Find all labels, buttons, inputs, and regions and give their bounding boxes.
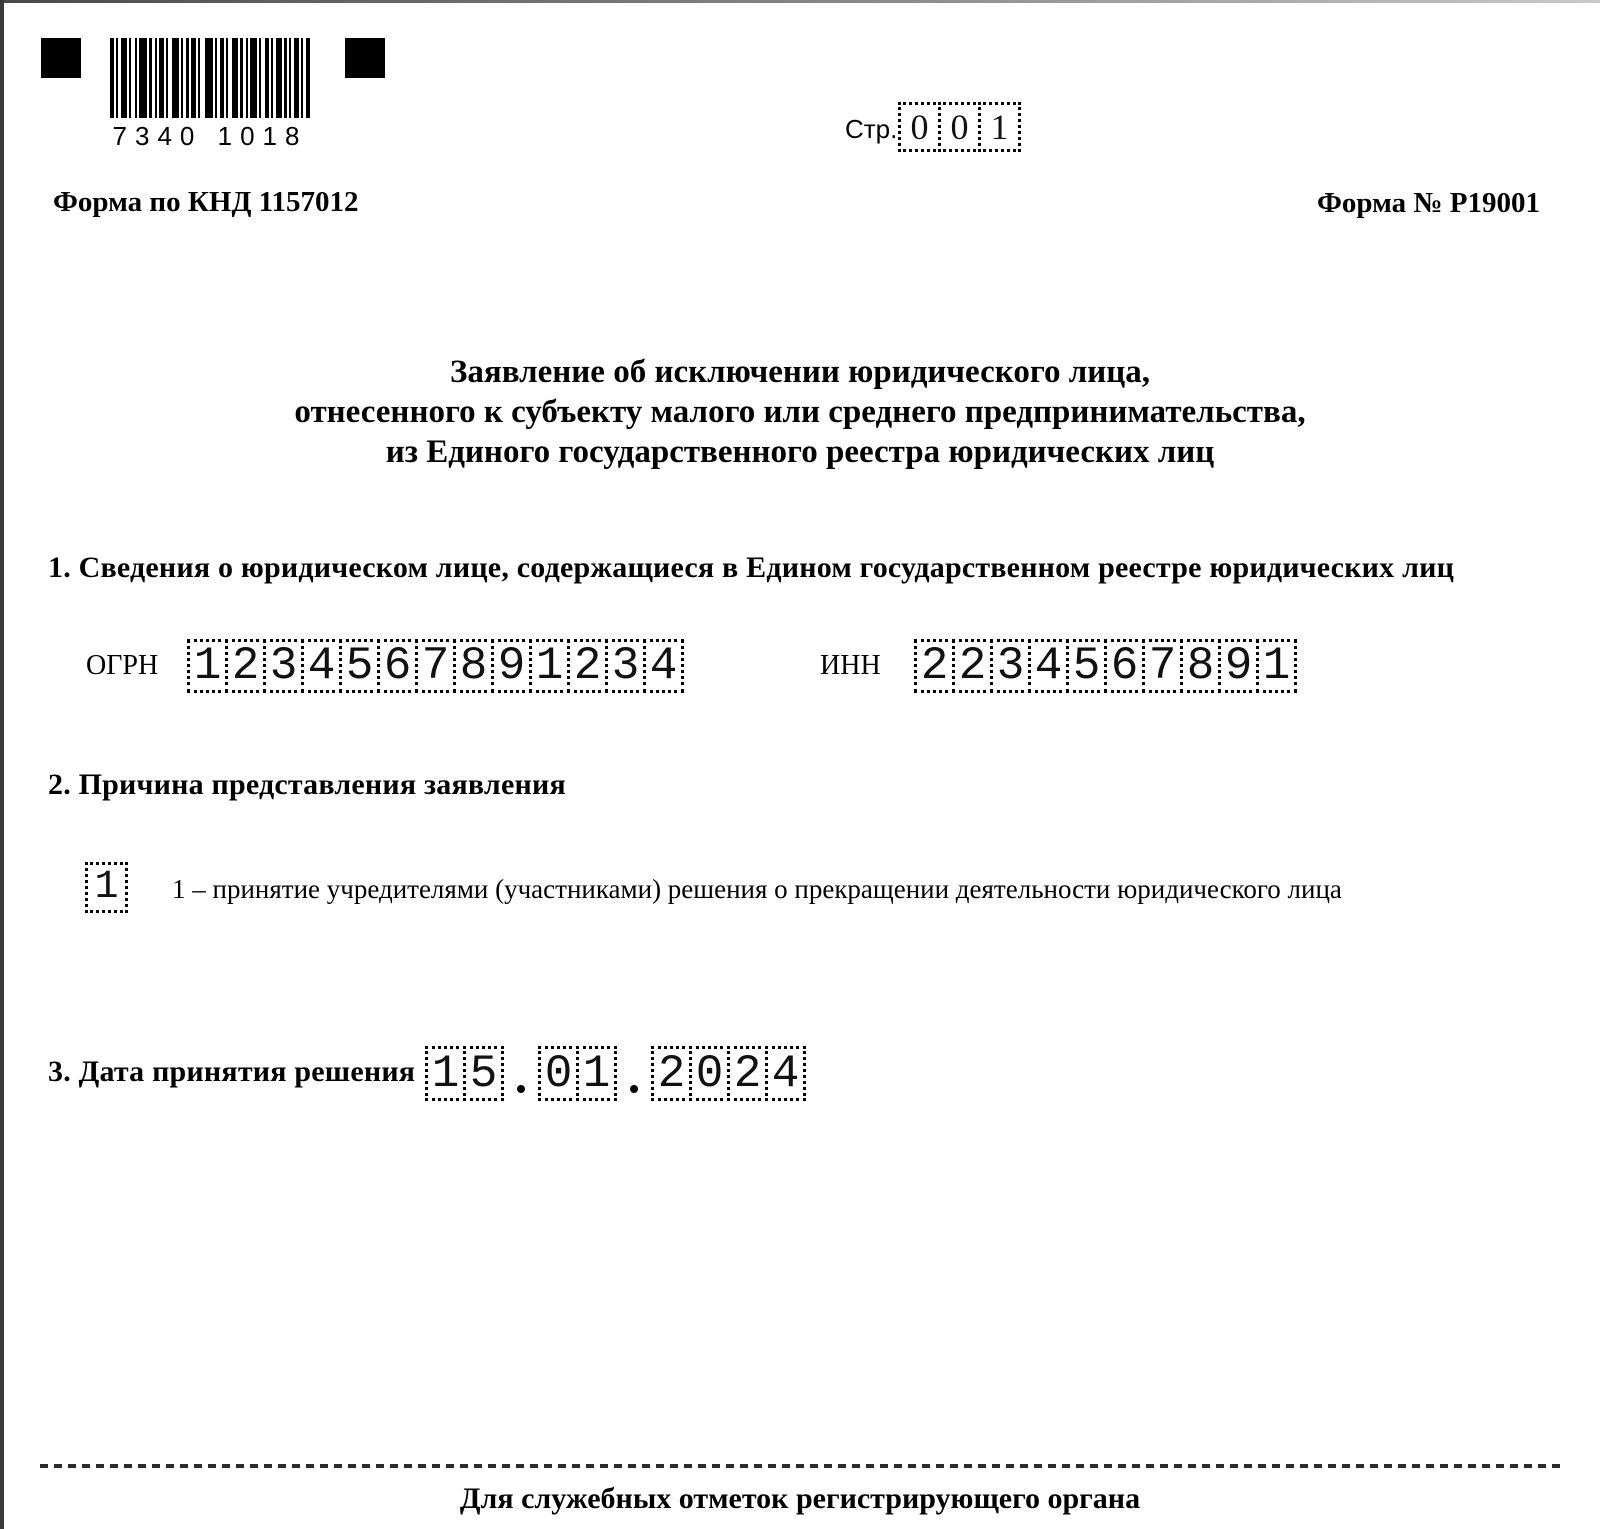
digit-cell: 0 [538, 1046, 579, 1101]
form-title-line1: Заявление об исключении юридического лица, [449, 354, 1151, 390]
barcode [110, 38, 310, 118]
digit-cell: 1 [978, 102, 1021, 152]
section2-heading: 2. Причина представления заявления [48, 768, 566, 801]
digit-cell: 8 [453, 639, 494, 693]
digit-cell: 5 [1066, 639, 1107, 693]
page-number-field[interactable] [898, 102, 1021, 152]
digit-cell: 7 [1142, 639, 1183, 693]
digit-cell: 2 [225, 639, 266, 693]
inn-label: ИНН [820, 650, 881, 681]
digit-cell: 3 [605, 639, 646, 693]
page-number-label: Стр. [845, 114, 898, 144]
digit-cell: 2 [727, 1046, 768, 1101]
service-marks-label: Для служебных отметок регистрирующего органа [459, 1482, 1141, 1515]
digit-cell: 2 [952, 639, 993, 693]
decision-date-month[interactable] [538, 1046, 617, 1101]
tear-off-dashed-line [40, 1464, 1560, 1468]
window-left-edge [0, 0, 4, 1529]
digit-cell: 1 [1256, 639, 1297, 693]
section1-heading: 1. Сведения о юридическом лице, содержащиеся в Едином государственном реестре юридических лиц [48, 551, 1455, 584]
digit-cell: 8 [1180, 639, 1221, 693]
digit-cell: 2 [651, 1046, 692, 1101]
digit-cell: 0 [689, 1046, 730, 1101]
digit-cell: 0 [898, 102, 941, 152]
form-title-line3: из Единого государственного реестра юридических лиц [385, 434, 1215, 470]
digit-cell: 4 [765, 1046, 806, 1101]
ogrn-field[interactable] [187, 639, 684, 693]
reason-description: 1 – принятие учредителями (участниками) решения о прекращении деятельности юридического лица [172, 874, 1342, 904]
section3-heading: 3. Дата принятия решения [48, 1055, 416, 1088]
digit-cell: 1 [425, 1046, 466, 1101]
digit-cell: 2 [567, 639, 608, 693]
digit-cell: 0 [938, 102, 981, 152]
registration-mark-right [345, 38, 385, 78]
date-separator-dot [517, 1085, 525, 1093]
barcode-number: 7340 1018 [112, 121, 308, 151]
decision-date-day[interactable] [425, 1046, 504, 1101]
digit-cell: 3 [990, 639, 1031, 693]
knd-form-label: Форма по КНД 1157012 [53, 186, 359, 218]
digit-cell: 5 [339, 639, 380, 693]
form-title [0, 352, 1600, 472]
date-separator-dot [630, 1085, 638, 1093]
form-number-label: Форма № Р19001 [1316, 187, 1540, 219]
digit-cell: 1 [187, 639, 228, 693]
decision-date-year[interactable] [651, 1046, 806, 1101]
digit-cell: 9 [1218, 639, 1259, 693]
digit-cell: 7 [415, 639, 456, 693]
inn-field[interactable] [914, 639, 1297, 693]
digit-cell: 9 [491, 639, 532, 693]
digit-cell: 1 [576, 1046, 617, 1101]
registration-mark-left [41, 38, 81, 78]
digit-cell: 6 [1104, 639, 1145, 693]
digit-cell: 6 [377, 639, 418, 693]
decision-date-field[interactable] [425, 1046, 806, 1101]
digit-cell: 5 [463, 1046, 504, 1101]
form-title-line2: отнесенного к субъекту малого или среднего предпринимательства, [294, 394, 1306, 430]
reason-code-field[interactable] [85, 862, 128, 913]
reason-code-cell[interactable]: 1 [85, 862, 128, 913]
digit-cell: 3 [263, 639, 304, 693]
digit-cell: 4 [301, 639, 342, 693]
digit-cell: 1 [529, 639, 570, 693]
digit-cell: 2 [914, 639, 955, 693]
barcode-bars [110, 38, 310, 118]
window-top-edge [0, 0, 1600, 3]
digit-cell: 4 [643, 639, 684, 693]
ogrn-label: ОГРН [86, 650, 159, 681]
digit-cell: 4 [1028, 639, 1069, 693]
